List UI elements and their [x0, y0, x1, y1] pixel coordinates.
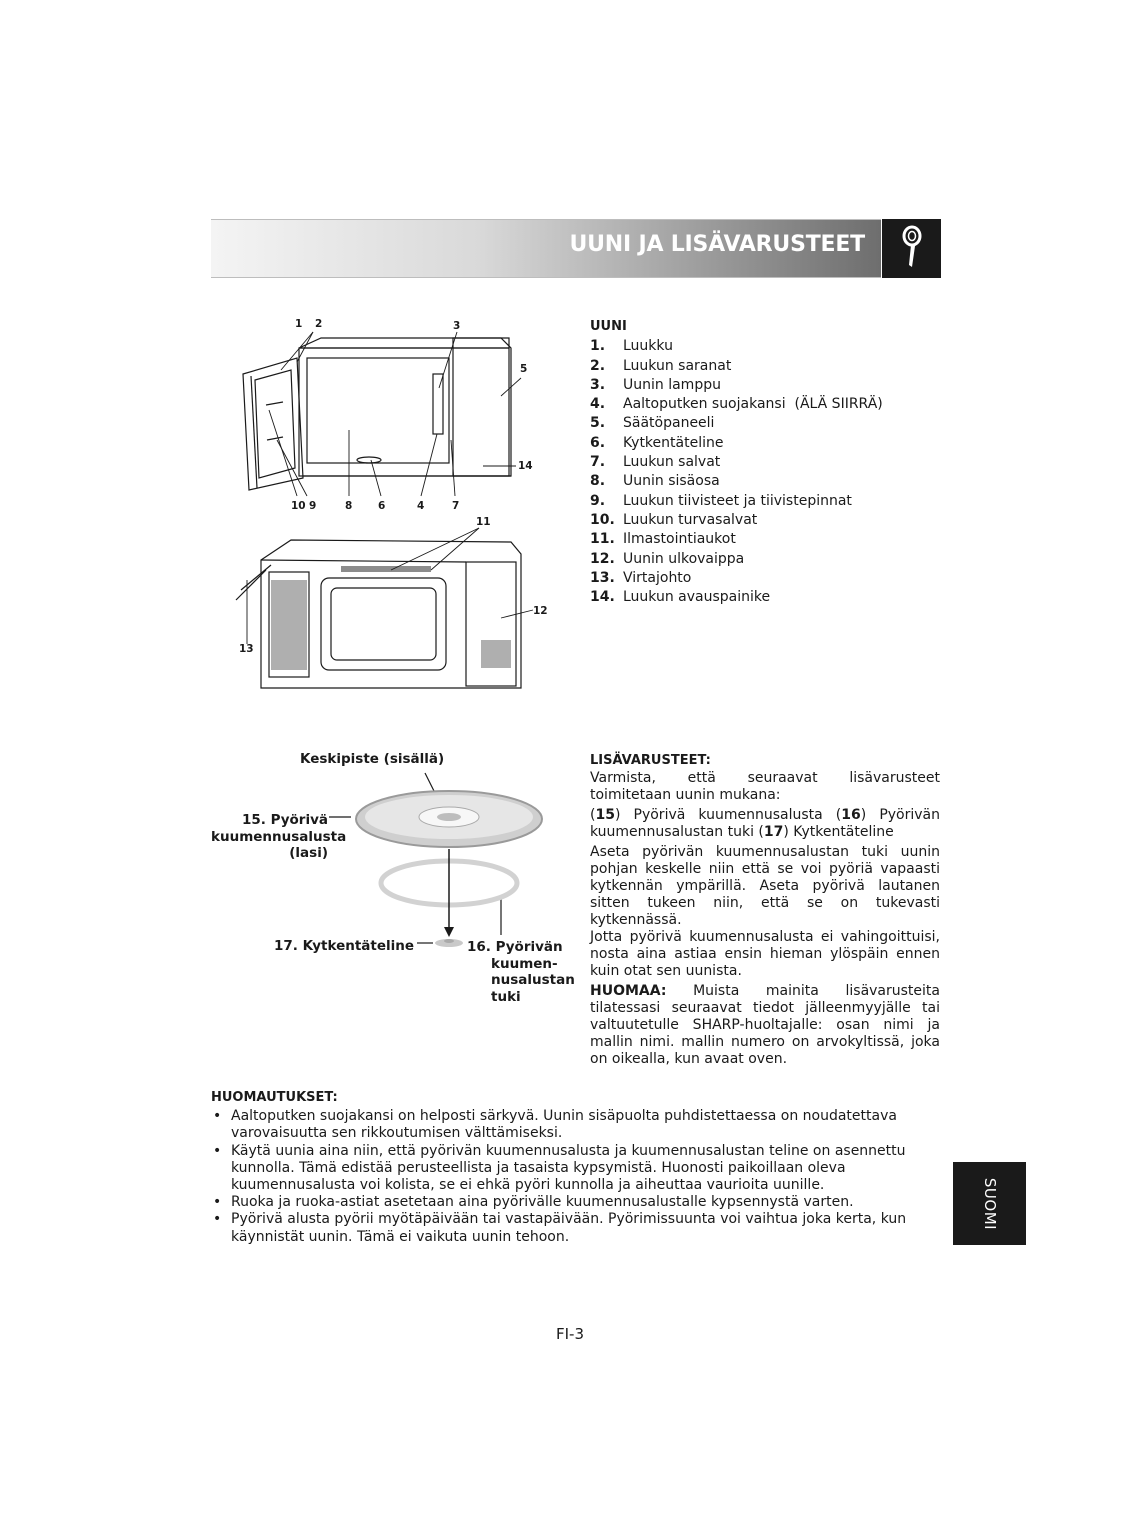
list-item: 2. Luukun saranat: [590, 357, 732, 374]
notes-heading: HUOMAUTUKSET:: [211, 1090, 338, 1105]
list-item: 11. Ilmastointiaukot: [590, 531, 736, 548]
list-item: 12. Uunin ulkovaippa: [590, 550, 745, 567]
roller-ring-label: 16. Pyörivän kuumen- nusalustan tuki: [467, 939, 575, 1005]
list-item: 5. Säätöpaneeli: [590, 415, 715, 432]
accessories-intro: Varmista, että seuraavat lisävarusteet toimitetaan uunin mukana:: [590, 770, 940, 803]
magnifier-icon-box: [882, 219, 941, 278]
list-item: 3. Uunin lamppu: [590, 376, 721, 393]
callout-4: 4: [417, 500, 425, 512]
magnifier-icon: [882, 219, 941, 278]
accessories-diagram: [325, 765, 555, 960]
callout-5: 5: [520, 363, 528, 375]
list-item: 10. Luukun turvasalvat: [590, 511, 758, 528]
callout-13: 13: [239, 643, 254, 655]
center-point-label: Keskipiste (sisällä): [300, 751, 445, 767]
notes-section: [211, 1089, 941, 1246]
callout-11: 11: [476, 516, 491, 528]
list-item: 7. Luukun salvat: [590, 454, 721, 471]
callout-14: 14: [518, 460, 533, 472]
callout-3: 3: [453, 320, 461, 332]
accessories-heading: LISÄVARUSTEET:: [590, 753, 711, 768]
list-item: • Aaltoputken suojakansi on helposti särkyvä. Uunin sisäpuolta puhdistettaessa on noudatettava varovaisuutta sen rikkoutumisen välttämiseksi.: [211, 1108, 941, 1142]
list-item: 13. Virtajohto: [590, 569, 692, 586]
list-item: • Käytä uunia aina niin, että pyörivän kuumennusalusta ja kuumennusalustan teline on asennettu kunnolla. Tämä edistää perusteellista ja tasaista kypsymistä. Huonosti paikoillaan oleva kuumennusalusta voi kolista, se ei ehkä pyöri kunnolla ja aiheuttaa vaurioita uunille.: [211, 1143, 941, 1195]
callout-6: 6: [378, 500, 386, 512]
parts-heading: UUNI: [590, 319, 627, 334]
list-item: 6. Kytkentäteline: [590, 434, 724, 451]
list-item: • Ruoka ja ruoka-astiat asetetaan aina pyörivälle kuumennusalustalle kypsennystä varten.: [211, 1194, 941, 1211]
turntable-label: 15. Pyörivä kuumennusalusta (lasi): [211, 812, 347, 861]
accessories-list: (15) Pyörivä kuumennusalusta (16) Pyörivän kuumennusalustan tuki (17) Kytkentäteline: [590, 807, 941, 840]
callout-9: 9: [309, 500, 317, 512]
list-item: 14. Luukun avauspainike: [590, 589, 771, 606]
coupler-label: 17. Kytkentäteline: [274, 938, 415, 954]
section-title: UUNI JA LISÄVARUSTEET: [569, 232, 865, 257]
oven-parts-diagram: [211, 310, 571, 700]
list-item: • Pyörivä alusta pyörii myötäpäivään tai vastapäivään. Pyörimissuunta voi vaihtua joka kerta, kun käynnistät uunin. Tämä ei vaikuta uunin tehoon.: [211, 1211, 941, 1245]
list-item: 4. Aaltoputken suojakansi (ÄLÄ SIIRRÄ): [590, 396, 883, 413]
language-tab: [953, 1162, 1026, 1245]
callout-10: 10: [291, 500, 306, 512]
accessories-paragraph: Aseta pyörivän kuumennusalustan tuki uunin pohjan keskelle niin että se voi pyöriä vapaasti kytkennän ympärillä. Aseta pyörivä lautanen sitten tukeen niin, että se on tukevasti kytkennässä.: [590, 844, 940, 928]
accessories-section: [590, 752, 940, 1071]
language-tab-label: SUOMI: [980, 1177, 999, 1230]
section-header-banner: [211, 219, 881, 278]
accessories-paragraph: Jotta pyörivä kuumennusalusta ei vahingoittuisi, nosta aina astiaa ensin hieman ylöspäin ennen kuin otat sen uunista.: [590, 929, 940, 979]
callout-12: 12: [533, 605, 548, 617]
list-item: 9. Luukun tiivisteet ja tiivistepinnat: [590, 492, 852, 509]
list-item: 1. Luukku: [590, 338, 673, 355]
oven-parts-list: [590, 317, 930, 607]
list-item: 8. Uunin sisäosa: [590, 473, 720, 490]
callout-7: 7: [452, 500, 460, 512]
callout-1: 1: [295, 318, 303, 330]
accessories-note: HUOMAA: Muista mainita lisävarusteita tilatessasi seuraavat tiedot jälleenmyyjälle tai valtuutetulle SHARP-huoltajalle: osan nimi ja mallin nimi. mallin numero on arvokyltissä, joka on oikealla, kun avaat oven.: [590, 983, 940, 1067]
callout-2: 2: [315, 318, 323, 330]
callout-8: 8: [345, 500, 353, 512]
page-number: FI-3: [555, 1325, 584, 1343]
